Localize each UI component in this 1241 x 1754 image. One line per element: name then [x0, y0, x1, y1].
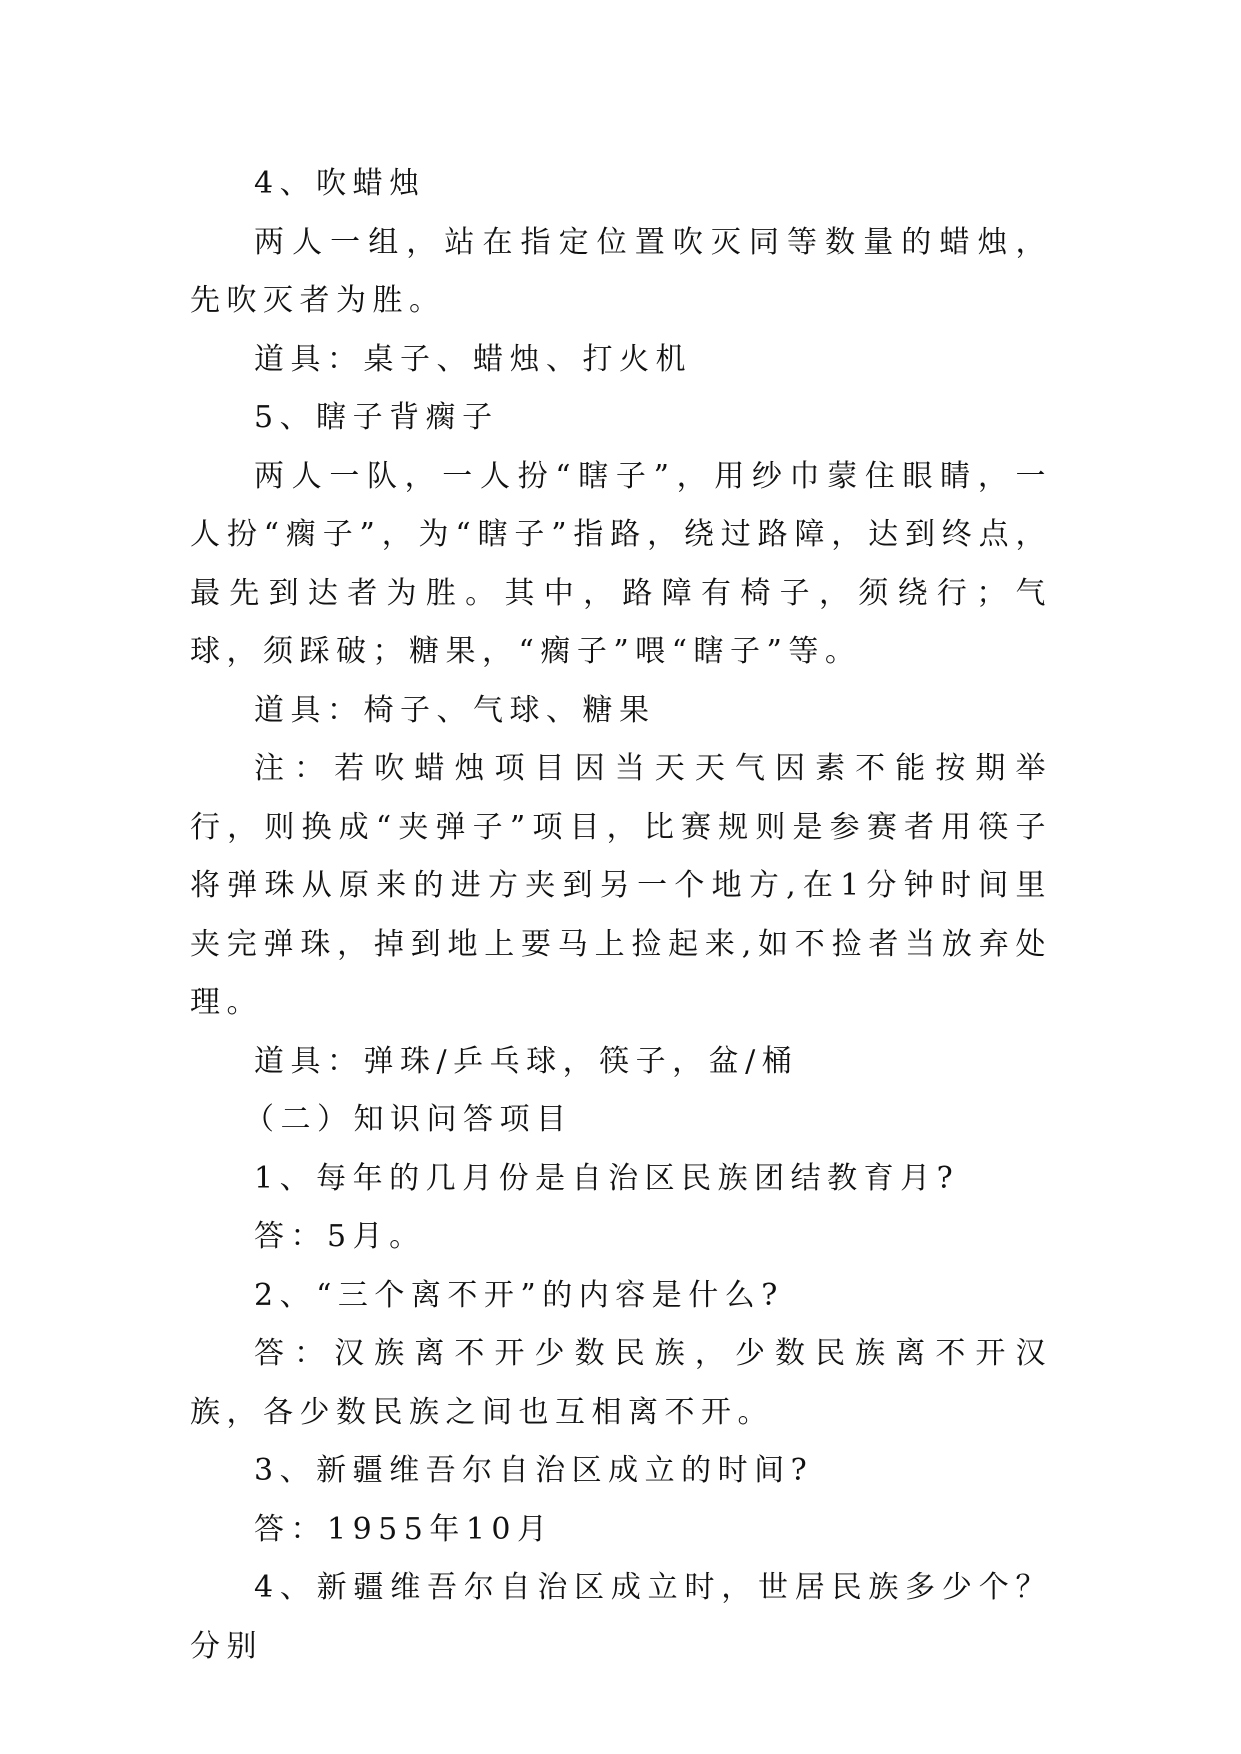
- paragraph-blind-carry-lame-rules: 两人一队，一人扮“瞎子”，用纱巾蒙住眼睛，一人扮“瘸子”，为“瞎子”指路，绕过路障，达到终点，最先到达者为胜。其中，路障有椅子，须绕行；气球，须踩破；糖果，“瘸子”喂“瞎子”等。: [190, 458, 1052, 669]
- quiz-answer-2: 答：汉族离不开少数民族，少数民族离不开汉族，各少数民族之间也互相离不开。: [190, 1336, 1052, 1430]
- quiz-question-1: 1、每年的几月份是自治区民族团结教育月?: [254, 1160, 960, 1196]
- section-heading-blow-candles: 4、吹蜡烛: [254, 166, 426, 201]
- quiz-question-4: 4、新疆维吾尔自治区成立时，世居民族多少个？分别: [190, 1570, 1052, 1664]
- paragraph-blow-candles-rules: 两人一组，站在指定位置吹灭同等数量的蜡烛，先吹灭者为胜。: [190, 224, 1052, 318]
- quiz-answer-1: 答：5月。: [254, 1219, 426, 1254]
- paragraph-props-blow-candles: 道具：桌子、蜡烛、打火机: [254, 341, 692, 377]
- paragraph-note-alternative: 注：若吹蜡烛项目因当天天气因素不能按期举行，则换成“夹弹子”项目，比赛规则是参赛者用筷子将弹珠从原来的进方夹到另一个地方,在1分钟时间里夹完弹珠，掉到地上要马上捡起来,如不捡者当放弃处理。: [190, 751, 1052, 1020]
- section-heading-blind-carry-lame: 5、瞎子背瘸子: [254, 400, 499, 435]
- quiz-question-2: 2、“三个离不开”的内容是什么?: [254, 1277, 784, 1313]
- section-heading-quiz: （二）知识问答项目: [244, 1102, 573, 1137]
- quiz-answer-3: 答：1955年10月: [254, 1511, 554, 1547]
- document-body: [190, 155, 1052, 1676]
- quiz-question-3: 3、新疆维吾尔自治区成立的时间?: [254, 1453, 814, 1488]
- paragraph-props-blind-carry-lame: 道具：椅子、气球、糖果: [254, 692, 656, 728]
- paragraph-props-marbles: 道具：弹珠/乒乓球，筷子，盆/桶: [254, 1043, 799, 1079]
